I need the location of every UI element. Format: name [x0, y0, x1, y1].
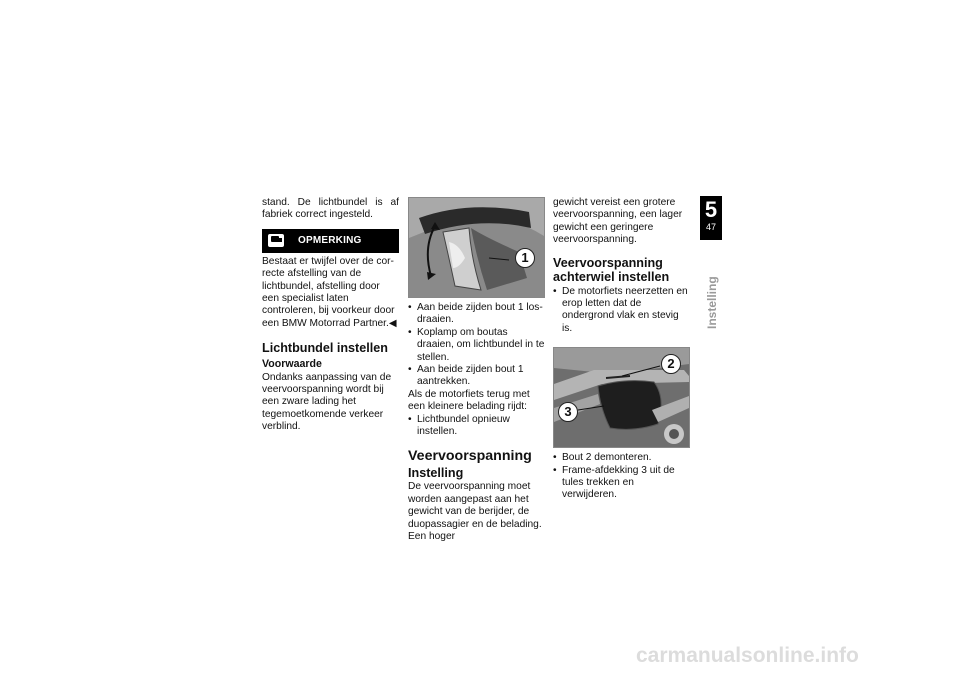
steps-list-4 — [553, 452, 690, 502]
rear-frame-photo — [553, 347, 690, 448]
continued-text: gewicht vereist een grotere veervoorspanning, een lager gewicht een geringere veervoorspanning. — [553, 197, 683, 246]
instelling-text: De veervoorspanning moet worden aangepast aan het gewicht van de berijder, de duopassagier en de belading. Een hoger — [408, 481, 542, 543]
step-item: • Lichtbundel opnieuw instellen. — [408, 414, 545, 439]
headlight-photo — [408, 197, 545, 298]
subheading-voorwaarde: Voorwaarde — [262, 358, 322, 371]
column-1 — [262, 197, 399, 434]
section-heading-lichtbundel: Lichtbundel instellen — [262, 341, 388, 356]
notice-label: OPMERKING — [298, 234, 362, 246]
step-item: • Bout 2 demonteren. — [553, 452, 690, 464]
column-2 — [408, 197, 545, 544]
step-item: • De motorfiets neerzetten en erop letten dat de ondergrond vlak en stevig is. — [553, 286, 690, 336]
step-item: • Aan beide zijden bout 1 aantrekken. — [408, 364, 545, 389]
callout-3: 3 — [558, 402, 578, 422]
condition-text: Als de motorfiets terug met een kleinere belading rijdt: — [408, 388, 530, 413]
steps-list-2 — [408, 414, 545, 439]
column-3 — [553, 197, 690, 502]
step-item: • Aan beide zijden bout 1 losdraaien. — [408, 302, 545, 327]
note-hand-icon — [268, 234, 284, 247]
notice-box — [262, 229, 399, 253]
side-chapter-label: Instelling — [705, 276, 719, 329]
chapter-number: 5 — [704, 197, 718, 222]
section-heading-achterwiel: Veervoorspanning achterwiel instellen — [553, 255, 670, 284]
watermark: carmanualsonline.info — [636, 644, 859, 667]
steps-list-3 — [553, 286, 690, 336]
intro-text: stand. De lichtbundel is af fabriek correct ingesteld. — [262, 197, 399, 221]
voorwaarde-text: Ondanks aanpassing van de veervoorspanning wordt bij een zware lading het tegemoetkomende verkeer verblind. — [262, 371, 392, 433]
step-item: • Koplamp om boutas draaien, om lichtbundel in te stellen. — [408, 327, 545, 364]
notice-text: Bestaat er twijfel over de correcte afstelling van de lichtbundel, afstelling door een specialist laten controleren, bij voorkeur door een BMW Motorrad Partner.◀ — [262, 255, 397, 329]
page-number: 47 — [705, 222, 716, 232]
callout-1: 1 — [515, 248, 535, 268]
subheading-instelling: Instelling — [408, 466, 464, 481]
section-heading-veervoorspanning: Veervoorspanning — [408, 448, 532, 465]
callout-2: 2 — [661, 354, 681, 374]
chapter-tab — [700, 196, 722, 240]
steps-list-1 — [408, 302, 545, 389]
step-item: • Frame-afdekking 3 uit de tules trekken en verwijderen. — [553, 465, 690, 502]
